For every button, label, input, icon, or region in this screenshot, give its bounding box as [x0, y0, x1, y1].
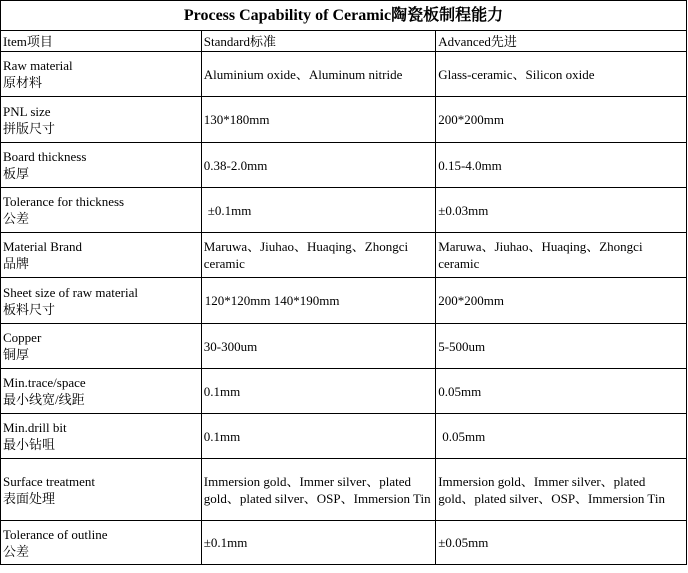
- table-row: [1, 143, 687, 188]
- standard-cell: [201, 278, 435, 324]
- item-label-en: Tolerance of outline: [3, 526, 108, 542]
- advanced-value: 5-500um: [438, 338, 486, 354]
- advanced-cell: [436, 97, 687, 143]
- advanced-value: Maruwa、Jiuhao、Huaqing、Zhongci ceramic: [438, 239, 643, 271]
- advanced-cell: [436, 324, 687, 369]
- standard-value: 0.1mm: [203, 428, 241, 444]
- item-label-en: Raw material: [3, 58, 73, 73]
- item-label-en: Tolerance for thickness: [3, 194, 125, 209]
- standard-value: 120*120mm 140*190mm: [204, 293, 340, 308]
- table-title: Process Capability of Ceramic陶瓷板制程能力: [1, 1, 687, 31]
- item-cell: [1, 459, 202, 521]
- standard-cell: [201, 369, 435, 414]
- item-cell: [1, 52, 202, 97]
- standard-value: ±0.1mm: [207, 202, 252, 218]
- item-cell: [1, 188, 202, 233]
- advanced-value: 200*200mm: [438, 293, 504, 308]
- advanced-cell: [436, 521, 687, 565]
- item-cell: [1, 414, 202, 459]
- item-label-zh: 铜厚: [3, 347, 30, 362]
- item-label-zh: 原材料: [3, 75, 43, 90]
- header-row: [1, 31, 687, 52]
- table-row: [1, 52, 687, 97]
- item-cell: [1, 143, 202, 188]
- advanced-cell: [436, 233, 687, 278]
- header-advanced: Advanced先进: [436, 31, 687, 52]
- advanced-value: 0.15-4.0mm: [438, 157, 502, 173]
- table-row: [1, 459, 687, 521]
- standard-cell: [201, 52, 435, 97]
- item-label-en: Copper: [3, 330, 42, 345]
- item-label-en: Min.drill bit: [3, 420, 67, 435]
- item-label-zh: 最小钻咀: [3, 437, 56, 452]
- item-label-zh: 表面处理: [3, 490, 56, 506]
- advanced-value: 0.05mm: [442, 428, 486, 444]
- table-row: [1, 369, 687, 414]
- item-label-zh: 板料尺寸: [3, 301, 56, 317]
- item-label-zh: 品牌: [3, 256, 30, 271]
- item-label-zh: 公差: [3, 543, 30, 559]
- advanced-cell: [436, 52, 687, 97]
- title-row: [1, 1, 687, 31]
- standard-value: Immersion gold、Immer silver、plated gold、plated silver、OSP、Immersion Tin: [203, 473, 431, 506]
- item-cell: [1, 97, 202, 143]
- standard-value: 130*180mm: [203, 112, 270, 127]
- advanced-cell: [436, 369, 687, 414]
- advanced-value: Glass-ceramic、Silicon oxide: [438, 66, 595, 82]
- standard-cell: [201, 459, 435, 521]
- table-row: [1, 233, 687, 278]
- item-cell: [1, 324, 202, 369]
- advanced-value: 200*200mm: [438, 112, 504, 127]
- item-label-zh: 板厚: [3, 166, 30, 181]
- item-label-en: Min.trace/space: [3, 375, 86, 390]
- standard-cell: [201, 97, 435, 143]
- item-label-en: Material Brand: [3, 239, 83, 254]
- standard-cell: [201, 233, 435, 278]
- standard-cell: [201, 324, 435, 369]
- table-body: [1, 1, 687, 565]
- item-cell: [1, 233, 202, 278]
- standard-value: 0.38-2.0mm: [203, 157, 268, 173]
- item-label-en: PNL size: [3, 103, 51, 119]
- standard-cell: [201, 414, 435, 459]
- advanced-value: ±0.03mm: [438, 202, 489, 218]
- table-row: [1, 521, 687, 565]
- advanced-value: ±0.05mm: [438, 535, 489, 550]
- table-row: [1, 188, 687, 233]
- item-label-zh: 最小线宽/线距: [3, 392, 85, 407]
- advanced-value: 0.05mm: [438, 383, 482, 399]
- table-row: [1, 278, 687, 324]
- standard-cell: [201, 521, 435, 565]
- advanced-value: Immersion gold、Immer silver、plated gold、plated silver、OSP、Immersion Tin: [438, 473, 665, 506]
- item-cell: [1, 521, 202, 565]
- advanced-cell: [436, 143, 687, 188]
- advanced-cell: [436, 459, 687, 521]
- standard-value: 30-300um: [203, 338, 258, 354]
- item-label-en: Surface treatment: [3, 473, 96, 489]
- header-item: Item项目: [1, 31, 202, 52]
- advanced-cell: [436, 188, 687, 233]
- item-cell: [1, 369, 202, 414]
- item-label-en: Sheet size of raw material: [3, 284, 138, 300]
- standard-cell: [201, 188, 435, 233]
- header-standard: Standard标准: [201, 31, 435, 52]
- item-label-zh: 拼版尺寸: [3, 120, 56, 136]
- advanced-cell: [436, 414, 687, 459]
- item-cell: [1, 278, 202, 324]
- advanced-cell: [436, 278, 687, 324]
- item-label-en: Board thickness: [3, 149, 87, 164]
- table-row: [1, 324, 687, 369]
- item-label-zh: 公差: [3, 211, 30, 226]
- standard-cell: [201, 143, 435, 188]
- table-row: [1, 414, 687, 459]
- table-row: [1, 97, 687, 143]
- standard-value: Maruwa、Jiuhao、Huaqing、Zhongci ceramic: [203, 239, 409, 271]
- standard-value: Aluminium oxide、Aluminum nitride: [203, 66, 403, 82]
- standard-value: 0.1mm: [203, 383, 241, 399]
- standard-value: ±0.1mm: [203, 535, 248, 550]
